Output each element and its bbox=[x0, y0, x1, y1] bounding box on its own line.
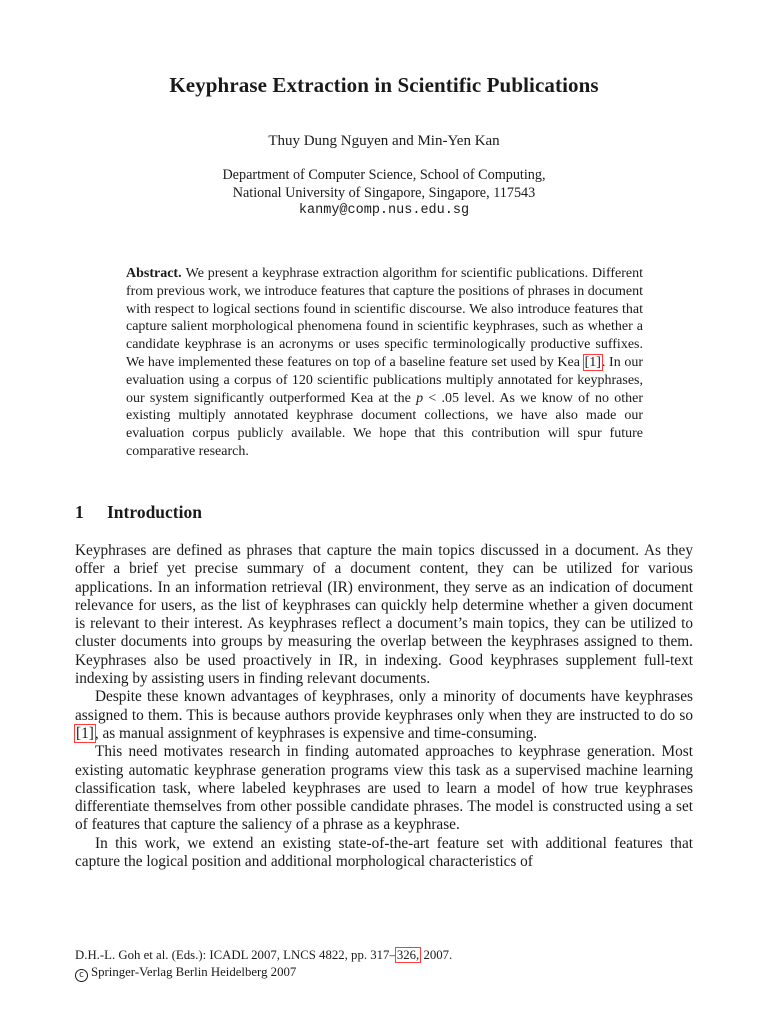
copyright-icon: c bbox=[75, 969, 88, 982]
author-email: kanmy@comp.nus.edu.sg bbox=[298, 203, 470, 218]
abstract-text-3: < .05 level. As we know of no other existing multiply annotated keyphrase document collections, we have also made our evaluation corpus publicly available. We hope that this contribution will spur future comparative research. bbox=[126, 390, 643, 459]
paragraph-2-text-b: , as manual assignment of keyphrases is expensive and time-consuming. bbox=[94, 724, 538, 742]
footer-copyright bbox=[75, 964, 452, 982]
paragraph-3: This need motivates research in finding automated approaches to keyphrase generation. Most existing automatic keyphrase generation programs view this task as a supervised machine learning classification task, where labeled keyphrases are used to learn a model of how true keyphrases differentiate themselves from other possible candidate phrases. The model is constructed using a set of features that capture the saliency of a phrase as a keyphrase. bbox=[75, 743, 693, 834]
copyright-text: Springer-Verlag Berlin Heidelberg 2007 bbox=[91, 964, 297, 979]
paragraph-4: In this work, we extend an existing state-of-the-art feature set with additional features that capture the logical position and additional morphological characteristics of bbox=[75, 834, 693, 871]
paper-title: Keyphrase Extraction in Scientific Publications bbox=[169, 73, 599, 97]
page-footer bbox=[75, 947, 452, 982]
citation-link-2[interactable]: [1] bbox=[76, 724, 94, 742]
section-number: 1 bbox=[75, 502, 84, 522]
math-p: p bbox=[416, 390, 424, 406]
abstract-label: Abstract. bbox=[126, 266, 182, 281]
abstract-text-1: We present a keyphrase extraction algorithm for scientific publications. Different from previous work, we introduce features that capture the positions of phrases in document with respect to logical sections found in scientific discourse. We also introduce features that capture salient morphological phenomena found in scientific keyphrases, such as whether a candidate keyphrase is an acronyms or uses specific terminologically productive suffixes. We have implemented these features on top of a baseline feature set used by Kea bbox=[126, 266, 643, 370]
paragraph-2-text-a: Despite these known advantages of keyphrases, only a minority of documents have keyphrases assigned to them. This is because authors provide keyphrases only when they are instructed to do so bbox=[75, 688, 693, 724]
footer-citation-text-b: 2007. bbox=[420, 948, 453, 962]
paper-authors: Thuy Dung Nguyen and Min-Yen Kan bbox=[268, 133, 500, 149]
body-text bbox=[75, 542, 693, 871]
author-affiliation bbox=[0, 166, 768, 220]
paragraph-1: Keyphrases are defined as phrases that capture the main topics discussed in a document. As they offer a brief yet precise summary of a document content, they can be utilized for various applications. In an information retrieval (IR) environment, they serve as an indication of document relevance for users, as the list of keyphrases can quickly help determine whether a given document is relevant to their interest. As keyphrases reflect a document’s main topics, they can be utilized to cluster documents into groups by measuring the overlap between the keyphrases assigned to them. Keyphrases also be used proactively in IR, in indexing. Good keyphrases supplement full-text indexing by assisting users in finding relevant documents. bbox=[75, 542, 693, 688]
paragraph-2 bbox=[75, 688, 693, 743]
section-title: Introduction bbox=[107, 502, 202, 522]
abstract bbox=[126, 265, 643, 461]
page-range-link[interactable]: 326, bbox=[396, 948, 420, 962]
section-heading bbox=[75, 502, 202, 523]
footer-citation bbox=[75, 947, 452, 964]
abstract-text-2: . In our evaluation using a corpus of 120 scientific publications multiply annotated for keyphrases, our system significantly outperformed Kea at the bbox=[126, 354, 644, 406]
affiliation-line-2: National University of Singapore, Singapore, 117543 bbox=[232, 185, 536, 201]
footer-citation-text-a: D.H.-L. Goh et al. (Eds.): ICADL 2007, LNCS 4822, pp. 317– bbox=[75, 948, 396, 962]
affiliation-line-1: Department of Computer Science, School of Computing, bbox=[222, 167, 546, 183]
citation-link-1[interactable]: [1] bbox=[584, 354, 601, 370]
